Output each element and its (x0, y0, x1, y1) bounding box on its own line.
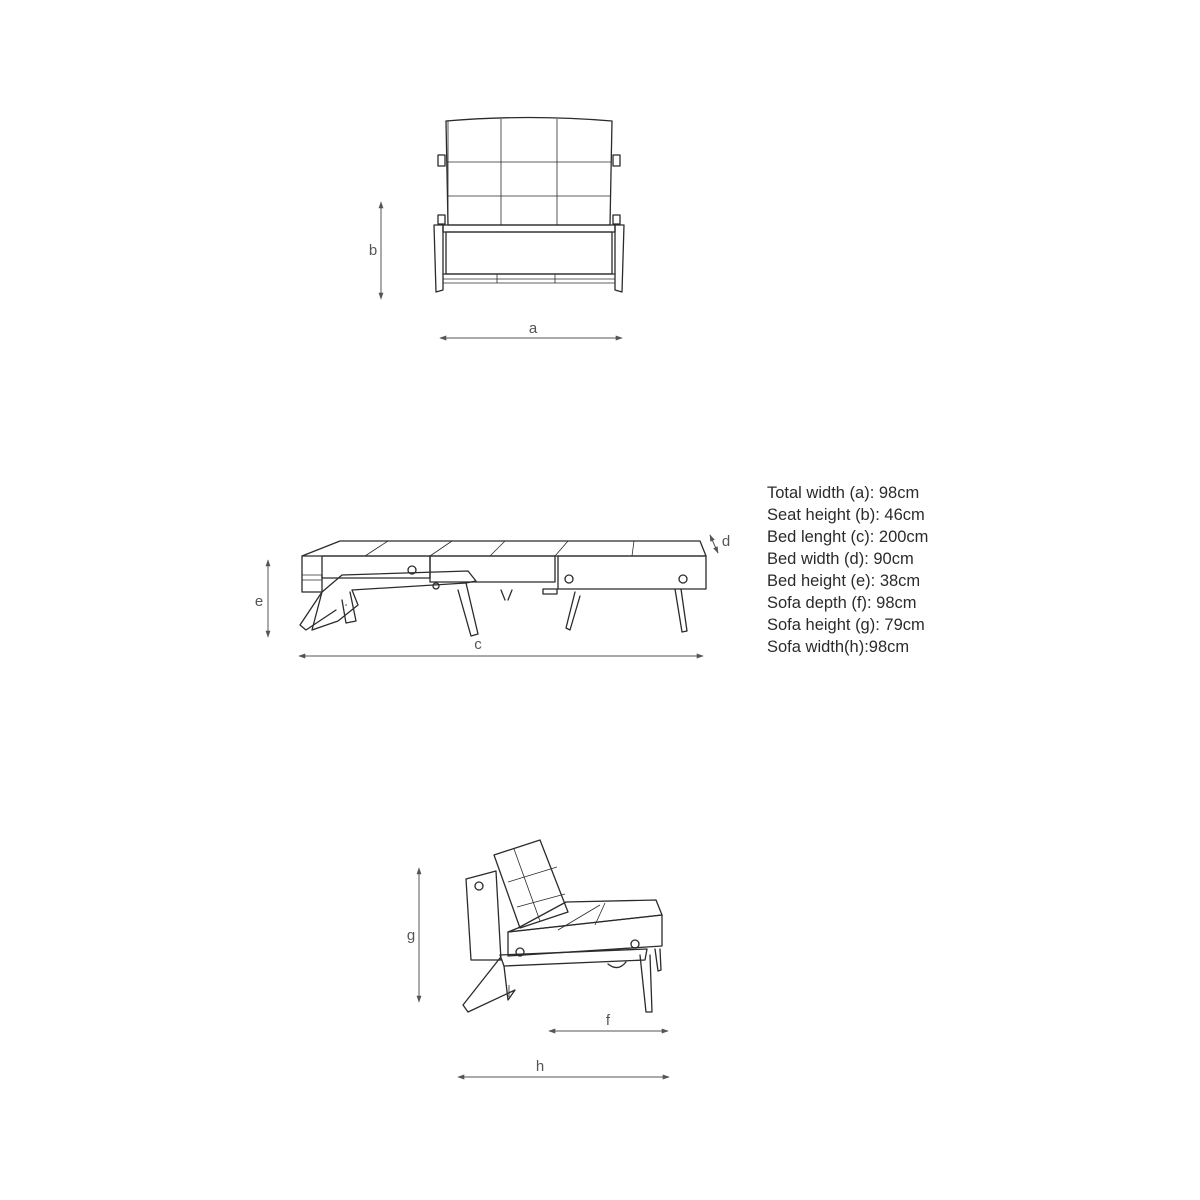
front-view (434, 118, 624, 293)
dimension-label-g: g (406, 927, 416, 944)
side-view (463, 840, 662, 1012)
dimension-spec-list (767, 482, 1167, 658)
spec-bed-height: Bed height (e): 38cm (767, 572, 921, 590)
dimension-label-e: e (254, 593, 264, 610)
spec-sofa-width: Sofa width(h):98cm (767, 638, 910, 656)
dimension-label-d: d (721, 533, 731, 550)
spec-sofa-depth: Sofa depth (f): 98cm (767, 594, 917, 612)
dimension-label-b: b (368, 242, 378, 259)
spec-total-width: Total width (a): 98cm (767, 484, 920, 502)
dimension-c (299, 636, 703, 656)
dimension-e (255, 560, 268, 637)
dimension-b (369, 202, 381, 299)
spec-bed-length: Bed lenght (c): 200cm (767, 528, 929, 546)
spec-seat-height: Seat height (b): 46cm (767, 506, 925, 524)
dimension-label-f: f (605, 1012, 611, 1029)
dimension-g (407, 868, 419, 1002)
spec-sofa-height: Sofa height (g): 79cm (767, 616, 925, 634)
spec-bed-width: Bed width (d): 90cm (767, 550, 914, 568)
dimension-a (440, 320, 622, 338)
dimension-f (549, 1012, 668, 1031)
dimension-label-c: c (474, 636, 482, 653)
dimension-h (458, 1058, 669, 1077)
dimension-d (710, 533, 730, 553)
dimension-label-h: h (535, 1058, 545, 1075)
bed-view (300, 541, 706, 636)
dimension-label-a: a (528, 320, 538, 337)
